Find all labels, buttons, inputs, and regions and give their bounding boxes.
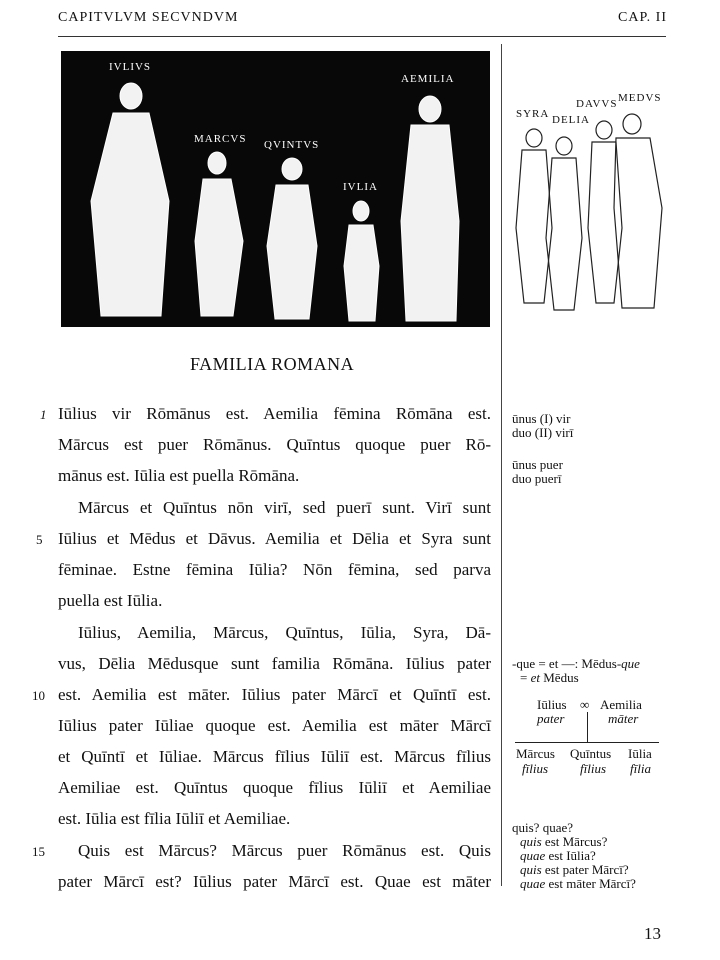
tree-filius-2: fīlius (580, 761, 607, 776)
margin-note-que-equals: = et Mēdus (520, 670, 579, 685)
text-line: est. Iūlia est fīlia Iūliī et Aemiliae. (58, 809, 291, 828)
page-number: 13 (644, 924, 661, 943)
text-line: est. Aemilia est māter. Iūlius pater Mārcī et Quīntī est. (58, 685, 491, 704)
running-head-left: CAPITVLVM SECVNDVM (58, 10, 239, 25)
tree-pater: pater (537, 711, 565, 726)
text-line: Mārcus et Quīntus nōn virī, sed puerī sunt. Virī sunt (78, 498, 491, 517)
figure-label-delia: DELIA (552, 114, 590, 126)
tree-aemilia: Aemilia (600, 697, 642, 712)
text-line: Iūlius vir Rōmānus est. Aemilia fēmina Rōmāna est. (58, 404, 491, 423)
text-line: et Quīntī et Iūliae. Mārcus fīlius Iūliī est. Mārcus fīlius (58, 747, 491, 766)
margin-example-2: quae est Iūlia? (520, 848, 596, 863)
tree-marcus: Mārcus (516, 746, 555, 761)
text-line: pater Mārcī est? Iūlius pater Mārcī est. Quae est māter (58, 872, 491, 891)
family-illustration (61, 51, 490, 327)
margin-note-duo-viri: duo (II) virī (512, 425, 574, 440)
text-line: vus, Dēlia Mēdusque sunt familia Rōmāna. Iūlius pater (58, 654, 491, 673)
text-line: Iūlius pater Iūliae quoque est. Aemilia est māter Mārcī (58, 716, 491, 735)
tree-mater: māter (608, 711, 639, 726)
text-line: Iūlius, Aemilia, Mārcus, Quīntus, Iūlia, Syra, Dā- (78, 623, 491, 642)
text-line: Mārcus est puer Rōmānus. Quīntus quoque puer Rō- (58, 435, 491, 454)
text-line: Aemiliae est. Quīntus quoque fīlius Iūliī et Aemiliae (58, 778, 491, 797)
text-line: puella est Iūlia. (58, 591, 163, 610)
margin-note-quis-quae: quis? quae? (512, 820, 574, 835)
margin-rule (501, 44, 502, 886)
tree-sibling-line (515, 742, 659, 743)
margin-example-3: quis est pater Mārcī? (520, 862, 629, 877)
tree-filia: fīlia (630, 761, 651, 776)
tree-quintus: Quīntus (570, 746, 612, 761)
tree-filius-1: fīlius (522, 761, 549, 776)
figure-label-aemilia: AEMILIA (401, 73, 455, 85)
margin-note-duo-pueri: duo puerī (512, 471, 562, 486)
family-figures-drawing (61, 51, 490, 327)
servants-drawing (506, 88, 666, 320)
line-number-15: 15 (32, 844, 45, 859)
figure-label-marcus: MARCVS (194, 133, 247, 145)
line-number-10: 10 (32, 688, 45, 703)
text-line: fēminae. Estne fēmina Iūlia? Nōn fēmina, sed parva (58, 560, 491, 579)
chapter-title: FAMILIA ROMANA (190, 354, 355, 374)
margin-note-unus-puer: ūnus puer (512, 457, 563, 472)
figure-label-syra: SYRA (516, 108, 550, 120)
text-line: Iūlius et Mēdus et Dāvus. Aemilia et Dēlia et Syra sunt (58, 529, 491, 548)
margin-example-1: quis est Mārcus? (520, 834, 608, 849)
figure-label-davus: DAVVS (576, 98, 618, 110)
text-line: Quis est Mārcus? Mārcus puer Rōmānus est. Quis (78, 841, 491, 860)
tree-iulius: Iūlius (537, 697, 567, 712)
figure-label-iulius: IVLIVS (109, 61, 152, 73)
line-number-5: 5 (36, 532, 43, 547)
tree-marriage-symbol: ∞ (580, 697, 590, 712)
line-number-1: 1 (40, 407, 47, 422)
servants-illustration (506, 88, 666, 320)
tree-descent-line (587, 712, 588, 742)
figure-label-quintus: QVINTVS (264, 139, 320, 151)
tree-iulia: Iūlia (628, 746, 652, 761)
running-head-right: CAP. II (618, 10, 668, 25)
figure-label-iulia: IVLIA (343, 181, 378, 193)
margin-example-4: quae est māter Mārcī? (520, 876, 636, 891)
header-rule (58, 36, 666, 37)
text-line: mānus est. Iūlia est puella Rōmāna. (58, 466, 300, 485)
figure-label-medus: MEDVS (618, 92, 662, 104)
margin-note-que: -que = et —: Mēdus-que (512, 656, 640, 671)
margin-note-unus-vir: ūnus (I) vir (512, 411, 571, 426)
